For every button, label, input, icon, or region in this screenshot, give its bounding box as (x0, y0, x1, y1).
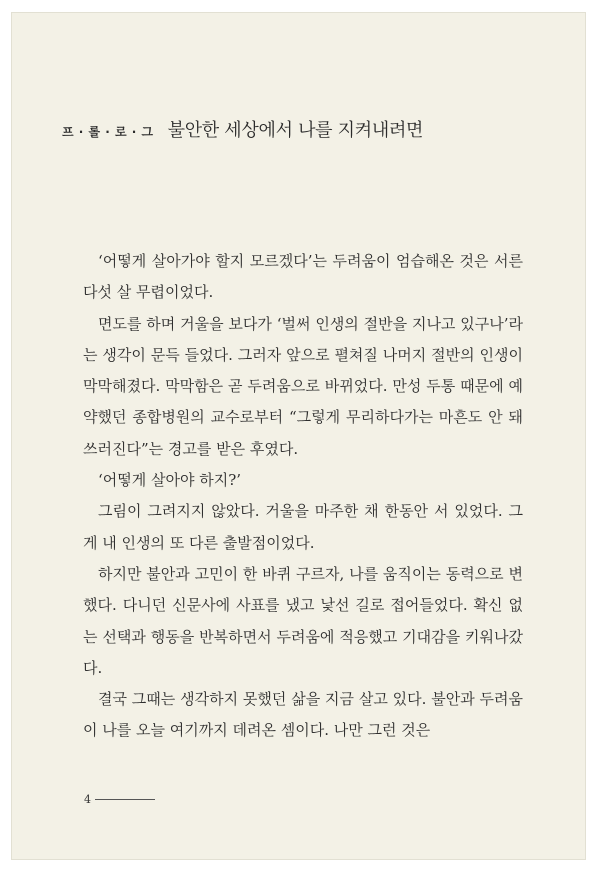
paragraph: ‘어떻게 살아야 하지?’ (98, 471, 242, 490)
page-number: 4 (84, 793, 91, 806)
paragraph: 그림이 그려지지 않았다. 거울을 마주한 채 한동안 서 있었다. 그게 내 인생의 또 다른 출발점이었다. (83, 502, 523, 552)
paragraph: 면도를 하며 거울을 보다가 ‘벌써 인생의 절반을 지나고 있구나’라는 생각이 문득 들었다. 그러자 앞으로 펼쳐질 나머지 절반의 인생이 막막해졌다. 막막함은 곧 두려움으로 바뀌었다. 만성 두통 때문에 예약했던 종합병원의 교수로부터 “그렇게 무리하다가는 마흔도 안 돼 쓰러진다”는 경고를 받은 후였다. (83, 314, 523, 458)
body-text (83, 246, 523, 747)
paragraph: 결국 그때는 생각하지 못했던 삶을 지금 살고 있다. 불안과 두려움이 나를 오늘 여기까지 데려온 셈이다. 나만 그런 것은 (83, 690, 523, 740)
footer-rule (95, 799, 155, 800)
paragraph: ‘어떻게 살아가야 할지 모르겠다’는 두려움이 엄습해온 것은 서른다섯 살 무렵이었다. (83, 252, 523, 302)
prologue-label: 프 · 롤 · 로 · 그 (62, 125, 154, 139)
book-page (11, 12, 586, 860)
page-footer (84, 793, 155, 806)
paragraph: 하지만 불안과 고민이 한 바퀴 구르자, 나를 움직이는 동력으로 변했다. 다니던 신문사에 사표를 냈고 낯선 길로 접어들었다. 확신 없는 선택과 행동을 반복하면서 두려움에 적응했고 기대감을 키워나갔다. (83, 564, 523, 677)
chapter-title: 불안한 세상에서 나를 지켜내려면 (167, 120, 424, 141)
chapter-header (62, 116, 423, 142)
